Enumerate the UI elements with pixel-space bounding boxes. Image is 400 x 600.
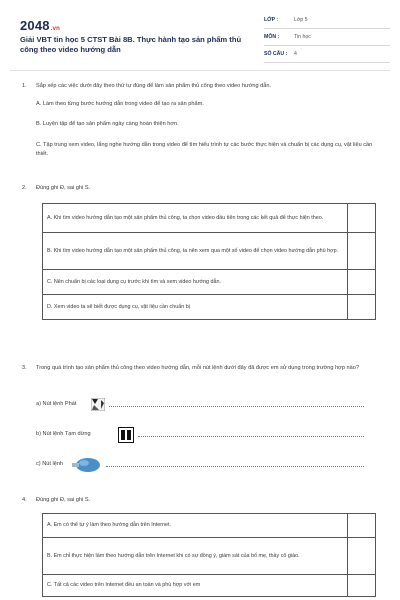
answer-dotted-line[interactable] xyxy=(109,406,364,407)
statement-cell: A. Em có thể tự ý làm theo hướng dẫn trên Internet. xyxy=(43,514,348,538)
true-false-table-q4 xyxy=(42,513,376,597)
site-logo[interactable] xyxy=(20,18,60,33)
question-text: Sắp xếp các việc dưới đây theo thứ tự đúng để làm sản phẩm thủ công theo video hướng dẫn. xyxy=(36,83,272,89)
header-divider xyxy=(10,70,390,71)
page-title: Giải VBT tin học 5 CTST Bài 8B. Thực hành tạo sản phẩm thủ công theo video hướng dẫn xyxy=(20,35,242,54)
table-row xyxy=(43,575,376,597)
pause-button-icon xyxy=(118,427,134,445)
fill-row-pause xyxy=(36,428,366,442)
fill-label: a) Nút lệnh Phát xyxy=(36,401,77,407)
meta-row-subject xyxy=(264,31,390,46)
meta-value: 4 xyxy=(294,51,297,57)
worksheet-header xyxy=(10,10,390,72)
answer-dotted-line[interactable] xyxy=(106,466,364,467)
table-row xyxy=(43,295,376,320)
logo-suffix: .vn xyxy=(50,26,61,32)
statement-cell: A. Khi tìm video hướng dẫn tạo một sản phẩm thủ công, ta chọn video đầu tiên trong các kết quả để thực hiện theo. xyxy=(43,204,348,233)
play-button-icon xyxy=(91,398,105,413)
question-text: Đúng ghi Đ, sai ghi S. xyxy=(36,497,91,503)
meta-value: Lớp 5 xyxy=(294,17,308,23)
meta-row-class xyxy=(264,14,390,29)
meta-value: Tin học xyxy=(294,34,311,40)
table-row xyxy=(43,538,376,575)
option-c: C. Tập trung xem video, lắng nghe hướng dẫn trong video để tìm hiểu trình tự các bước thực hiện và chuẩn bị các dụng cụ, vật liệu cần thiết. xyxy=(36,142,373,157)
table-row xyxy=(43,514,376,538)
table-row xyxy=(43,204,376,233)
logo-text: 2048 xyxy=(20,18,50,33)
question-number: 2. xyxy=(22,185,27,191)
table-row xyxy=(43,233,376,270)
statement-cell: D. Xem video ta sẽ biết được dụng cụ, vật liệu cần chuẩn bị xyxy=(43,295,348,320)
answer-cell[interactable] xyxy=(348,514,376,538)
true-false-table-q2 xyxy=(42,203,376,320)
answer-cell[interactable] xyxy=(348,204,376,233)
fill-row-volume xyxy=(36,458,366,472)
answer-cell[interactable] xyxy=(348,538,376,575)
question-number: 4. xyxy=(22,497,27,503)
question-number: 1. xyxy=(22,83,27,89)
statement-cell: C. Nên chuẩn bị các loại dụng cụ trước khi tìm và xem video hướng dẫn. xyxy=(43,270,348,295)
fill-row-play xyxy=(36,398,366,412)
question-text: Trong quá trình tạo sản phẩm thủ công theo video hướng dẫn, mỗi nút lệnh dưới đây đã được em sử dụng trong trường hợp nào? xyxy=(36,365,359,371)
statement-cell: B. Em chỉ thực hiện làm theo hướng dẫn trên Internet khi có sự đồng ý, giám sát của bố mẹ, thầy cô giáo. xyxy=(43,538,348,575)
option-a: A. Làm theo từng bước hướng dẫn trong video để tạo ra sản phẩm. xyxy=(36,101,204,107)
answer-cell[interactable] xyxy=(348,295,376,320)
answer-cell[interactable] xyxy=(348,575,376,597)
fill-label: c) Nút lệnh xyxy=(36,461,64,467)
table-row xyxy=(43,270,376,295)
meta-label: SỐ CÂU : xyxy=(264,51,288,57)
answer-cell[interactable] xyxy=(348,270,376,295)
answer-dotted-line[interactable] xyxy=(138,436,364,437)
volume-button-icon xyxy=(72,457,102,475)
statement-cell: B. Khi tìm video hướng dẫn tạo một sản phẩm thủ công, ta nên xem qua một số video để chọn video hướng dẫn phù hợp. xyxy=(43,233,348,270)
question-number: 3. xyxy=(22,365,27,371)
statement-cell: C. Tất cả các video trên Internet đều an toàn và phù hợp với em xyxy=(43,575,348,597)
fill-label: b) Nút lệnh Tạm dừng xyxy=(36,431,91,437)
meta-label: MÔN : xyxy=(264,34,280,40)
meta-label: LỚP : xyxy=(264,17,279,23)
meta-info xyxy=(264,14,390,65)
answer-cell[interactable] xyxy=(348,233,376,270)
question-text: Đúng ghi Đ, sai ghi S. xyxy=(36,185,91,191)
meta-row-count xyxy=(264,48,390,63)
option-b: B. Luyện tập để tạo sản phẩm ngày càng hoàn thiện hơn. xyxy=(36,121,179,127)
